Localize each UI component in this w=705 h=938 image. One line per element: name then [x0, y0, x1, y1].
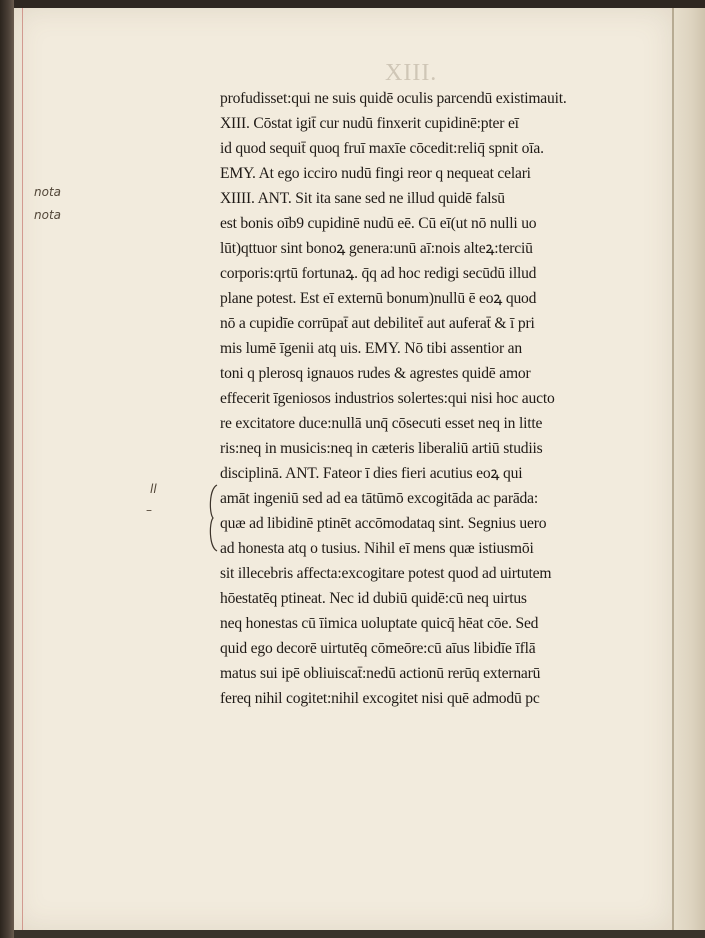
text-line: fereq nihil cogitet:nihil excogitet nisi quē admodū pc	[220, 690, 540, 707]
text-line: XIII. Cōstat igit̄ cur nudū finxerit cupidinē:pter eī	[220, 115, 519, 132]
text-line: est bonis oīb9 cupidinē nudū eē. Cū eī(ut nō nulli uo	[220, 215, 537, 232]
margin-red-rule	[22, 8, 23, 930]
text-line: neq honestas cū īimica uoluptate quicq̄ hēat cōe. Sed	[220, 615, 539, 632]
text-line: amāt ingeniū sed ad ea tātūmō excogitāda ac parāda:	[220, 490, 538, 507]
text-line: profudisset:qui ne suis quidē oculis parcendū existimauit.	[220, 90, 567, 107]
text-line: hōestatēq ptineat. Nec id dubiū quidē:cū neq uirtus	[220, 590, 527, 607]
text-line: quæ ad libidinē ptinēt accōmodataq sint. Segnius uero	[220, 515, 547, 532]
text-line: mis lumē īgenii atq uis. EMY. Nō tibi assentior an	[220, 340, 522, 357]
text-line: matus sui ipē obliuiscat̄:nedū actionū rerūq externarū	[220, 665, 541, 682]
text-block	[220, 88, 650, 708]
text-line: corporis:qrtū fortunaꝝ. q̄q ad hoc redigi secūdū illud	[220, 265, 537, 282]
margin-annotation: –	[146, 503, 152, 517]
text-line: EMY. At ego icciro nudū fingi reor q nequeat celari	[220, 165, 531, 182]
margin-annotation: nota	[34, 208, 62, 222]
book-top-edge	[14, 0, 705, 8]
text-line: XIIII. ANT. Sit ita sane sed ne illud quidē falsū	[220, 190, 505, 207]
next-page-edge	[672, 8, 705, 930]
text-line: lūt)qttuor sint bonoꝝ genera:unū aī:nois alteꝝ:terciū	[220, 240, 533, 257]
text-line: nō a cupidīe corrūpat̄ aut debilitet̄ aut auferat̄ & ī pri	[220, 315, 535, 332]
text-line: disciplinā. ANT. Fateor ī dies fieri acutius eoꝝ qui	[220, 465, 523, 482]
text-line: id quod sequit̄ quoq fruī maxīe cōcedit:reliq̄ spnit oīa.	[220, 140, 544, 157]
margin-annotation: ll	[150, 482, 157, 496]
text-line: toni q plerosq ignauos rudes & agrestes quidē amor	[220, 365, 531, 382]
margin-bracket-icon	[205, 483, 219, 553]
folio-number: XIII.	[385, 60, 438, 86]
margin-annotation: nota	[34, 185, 62, 199]
text-line: ris:neq in musicis:neq in cæteris liberaliū artiū studiis	[220, 440, 543, 457]
text-line: effecerit īgeniosos industrios solertes:qui nisi hoc aucto	[220, 390, 555, 407]
text-line: quid ego decorē uirtutēq cōmeōre:cū aīus libidīe īflā	[220, 640, 536, 657]
text-line: plane potest. Est eī externū bonum)nullū ē eoꝝ quod	[220, 290, 537, 307]
text-line: sit illecebris affecta:excogitare potest quod ad uirtutem	[220, 565, 552, 582]
text-line: ad honesta atq o tusius. Nihil eī mens quæ istiusmōi	[220, 540, 534, 557]
text-line: re excitatore duce:nullā unq̄ cōsecuti esset neq in litte	[220, 415, 543, 432]
book-spine	[0, 0, 14, 938]
